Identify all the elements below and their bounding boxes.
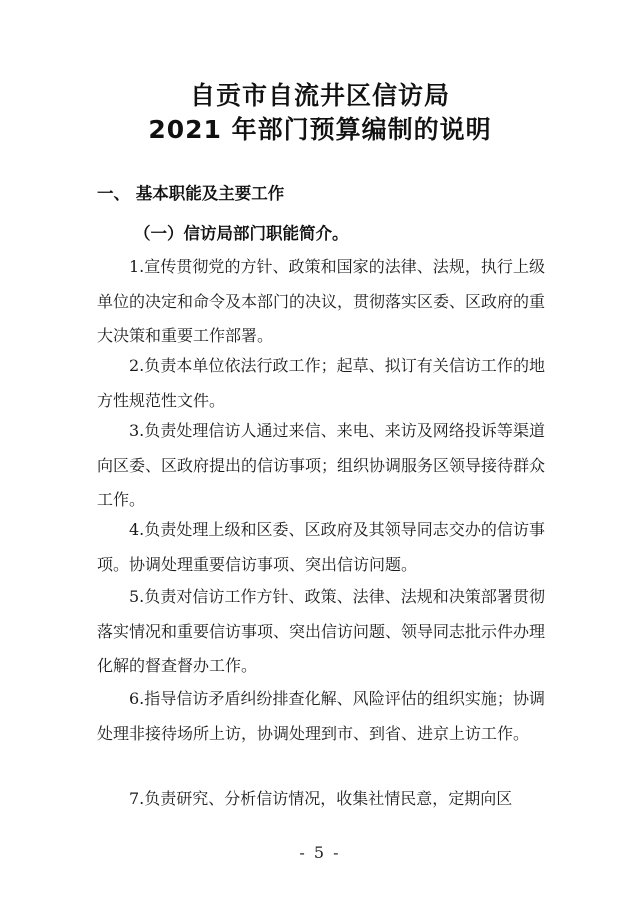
paragraph-item-2: 2.负责本单位依法行政工作；起草、拟订有关信访工作的地方性规范性文件。 <box>97 356 545 410</box>
paragraph-item-6: 6.指导信访矛盾纠纷排查化解、风险评估的组织实施；协调处理非接待场所上访，协调处理到市、到省、进京上访工作。 <box>97 689 545 743</box>
document-title-line-1: 自贡市自流井区信访局 <box>189 81 450 110</box>
section-heading-basic-functions: 一、 基本职能及主要工作 <box>97 184 285 203</box>
paragraph-item-3: 3.负责处理信访人通过来信、来电、来访及网络投诉等渠道向区委、区政府提出的信访事项；组织协调服务区领导接待群众工作。 <box>97 421 546 509</box>
subsection-heading-department-functions: （一）信访局部门职能简介。 <box>134 224 349 243</box>
paragraph-item-4: 4.负责处理上级和区委、区政府及其领导同志交办的信访事项。协调处理重要信访事项、突出信访问题。 <box>97 520 545 574</box>
paragraph-item-1: 1.宣传贯彻党的方针、政策和国家的法律、法规，执行上级单位的决定和命令及本部门的决议，贯彻落实区委、区政府的重大决策和重要工作部署。 <box>97 257 546 345</box>
document-title-line-2: 2021 年部门预算编制的说明 <box>148 115 492 144</box>
paragraph-item-7: 7.负责研究、分析信访情况，收集社情民意，定期向区 <box>129 789 513 808</box>
paragraph-item-5: 5.负责对信访工作方针、政策、法律、法规和决策部署贯彻落实情况和重要信访事项、突出信访问题、领导同志批示件办理化解的督查督办工作。 <box>97 587 546 675</box>
page-number: - 5 - <box>299 843 341 862</box>
